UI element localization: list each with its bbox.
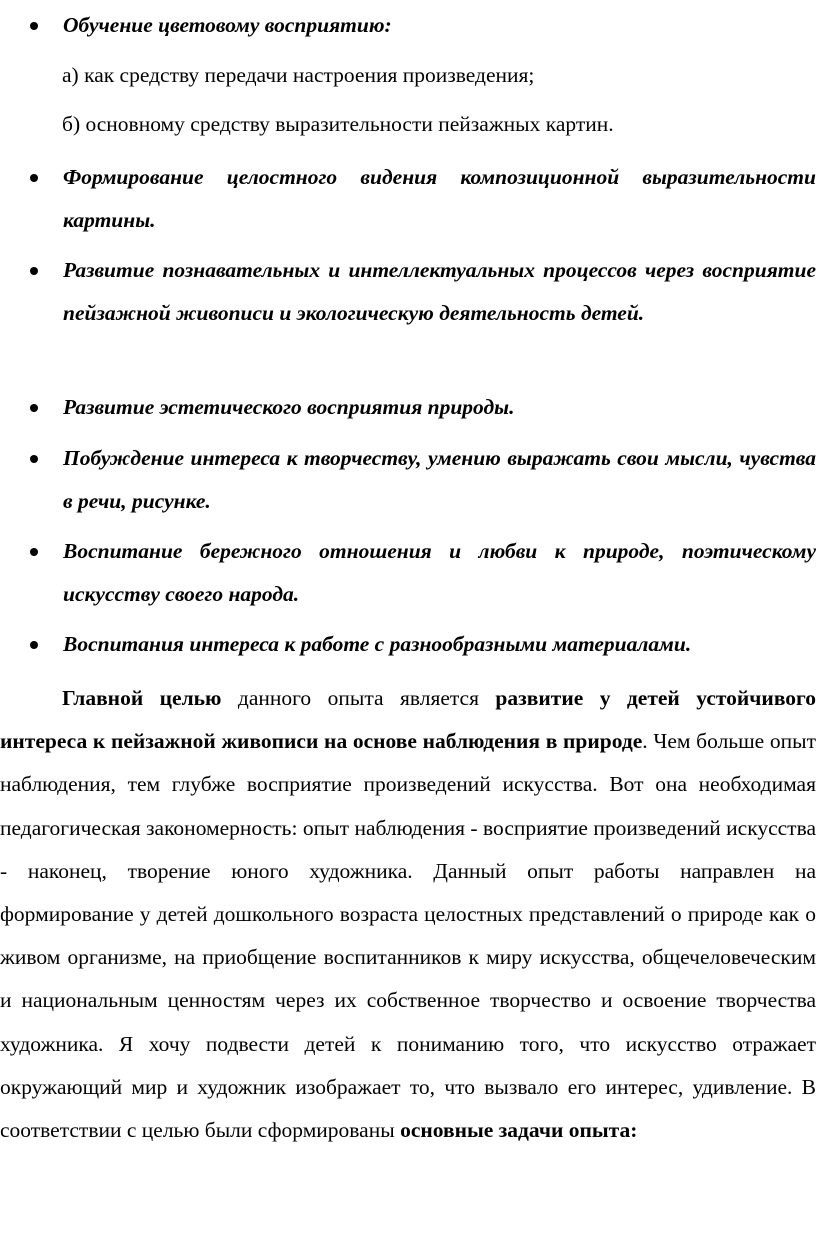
list-item-text: Развитие познавательных и интеллектуальных процессов через восприятие пейзажной живописи и экологическую деятельность детей.: [63, 258, 816, 325]
list-item-text: Воспитания интереса к работе с разнообразными материалами.: [63, 632, 692, 656]
bullet-icon: [30, 267, 38, 275]
list-item-text: Воспитание бережного отношения и любви к природе, поэтическому искусству своего народа.: [63, 539, 816, 606]
body-paragraph: [0, 677, 816, 1152]
goal-text: развитие у детей устойчивого интереса к пейзажной живописи на основе наблюдения в природе: [0, 686, 816, 754]
list-item-text: Побуждение интереса к творчеству, умению выражать свои мысли, чувства в речи, рисунке.: [63, 446, 816, 513]
sub-item: а) как средству передачи настроения произведения;: [62, 63, 535, 87]
paragraph-text: данного опыта является: [221, 686, 496, 710]
bullet-icon: [30, 548, 38, 556]
bullet-icon: [30, 455, 38, 463]
list-item-text: Развитие эстетического восприятия природы.: [63, 395, 515, 419]
paragraph-text: . Чем больше опыт наблюдения, тем глубже восприятие произведений искусства. Вот она необходимая педагогическая закономерность: опыт наблюдения - восприятие произведений искусства - наконец, творение юного художника. Данный опыт работы направлен на формирование у детей дошкольного возраста целостных представлений о природе как о живом организме, на приобщение воспитанников к миру искусства, общечеловеческим и национальным ценностям через их собственное творчество и освоение творчества художника. Я хочу подвести детей к пониманию того, что искусство отражает окружающий мир и художник изображает то, что вызвало его интерес, удивление. В соответствии с целью были сформированы: [0, 729, 816, 1143]
sub-item: б) основному средству выразительности пейзажных картин.: [62, 112, 614, 136]
goal-label: Главной целью: [62, 686, 222, 710]
bullet-icon: [30, 404, 38, 412]
list-item-text: Формирование целостного видения композиционной выразительности картины.: [63, 165, 816, 232]
tasks-heading: основные задачи опыта:: [400, 1118, 638, 1143]
bullet-icon: [30, 641, 38, 649]
list-item-text: Обучение цветовому восприятию:: [63, 13, 392, 37]
bullet-icon: [30, 22, 38, 30]
bullet-icon: [30, 174, 38, 182]
